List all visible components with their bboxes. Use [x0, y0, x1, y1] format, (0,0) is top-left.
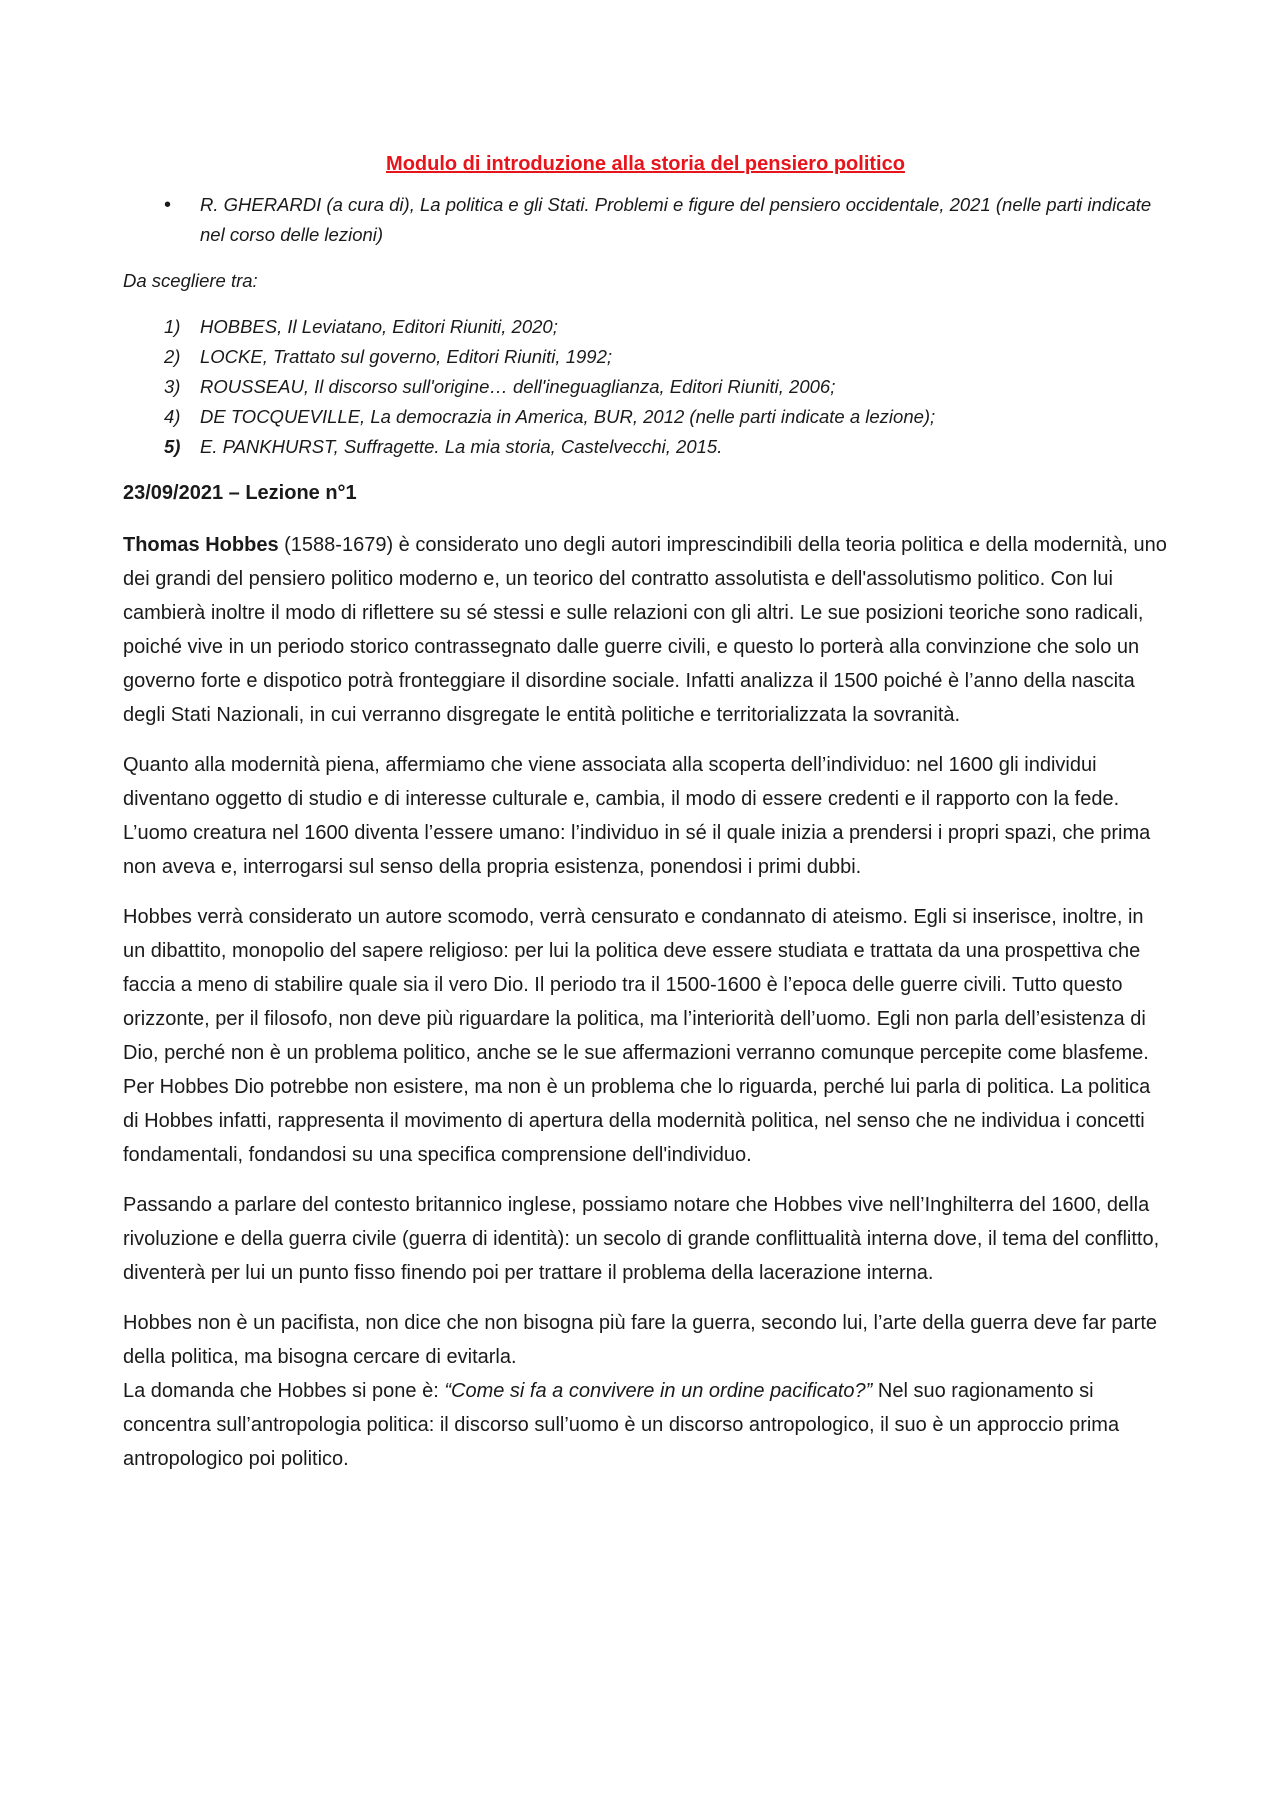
lesson-heading: 23/09/2021 – Lezione n°1 — [123, 482, 357, 504]
option-text: DE TOCQUEVILLE, La democrazia in America, BUR, 2012 (nelle parti indicate a lezione); — [200, 406, 936, 427]
option-number: 1) — [164, 316, 181, 337]
reading-options-list — [123, 312, 1168, 462]
reading-option — [123, 372, 1168, 402]
document-page — [123, 150, 1168, 1492]
option-number: 2) — [164, 346, 181, 367]
paragraph-hobbes-intro — [123, 528, 1168, 732]
option-text: E. PANKHURST, Suffragette. La mia storia, Castelvecchi, 2015. — [200, 436, 723, 457]
choose-label: Da scegliere tra: — [123, 270, 258, 291]
paragraph-text: Hobbes non è un pacifista, non dice che non bisogna più fare la guerra, secondo lui, l’arte della guerra deve far parte della politica, ma bisogna cercare di evitarla. — [123, 1312, 1158, 1368]
quoted-question: “Come si fa a convivere in un ordine pacificato?” — [444, 1380, 873, 1402]
main-bibliography-list — [123, 190, 1168, 250]
main-textbook-entry — [123, 190, 1168, 250]
option-text: LOCKE, Trattato sul governo, Editori Riuniti, 1992; — [200, 346, 612, 367]
paragraph-war-question — [123, 1306, 1168, 1476]
paragraph-text: Nel suo ragionamento si concentra sull’antropologia politica: il discorso sull’uomo è un discorso antropologico, il suo è un approccio prima antropologico poi politico. — [123, 1380, 1120, 1470]
option-text: ROUSSEAU, Il discorso sull'origine… dell'ineguaglianza, Editori Riuniti, 2006; — [200, 376, 836, 397]
paragraph-atheism: Hobbes verrà considerato un autore scomodo, verrà censurato e condannato di ateismo. Egli si inserisce, inoltre, in un dibattito, monopolio del sapere religioso: per lui la politica deve essere studiata e trattata da una prospettiva che faccia a meno di stabilire quale sia il vero Dio. Il periodo tra il 1500-1600 è l’epoca delle guerre civili. Tutto questo orizzonte, per il filosofo, non deve più riguardare la politica, ma l’interiorità dell’uomo. Egli non parla dell’esistenza di Dio, perché non è un problema politico, anche se le sue affermazioni verranno comunque percepite come blasfeme. Per Hobbes Dio potrebbe non esistere, ma non è un problema che lo riguarda, perché lui parla di politica. La politica di Hobbes infatti, rappresenta il movimento di apertura della modernità politica, nel senso che ne individua i concetti fondamentali, fondandosi su una specifica comprensione dell'individuo. — [123, 906, 1151, 1166]
reading-option — [123, 402, 1168, 432]
option-number: 4) — [164, 406, 181, 427]
main-textbook-text: R. GHERARDI (a cura di), La politica e gli Stati. Problemi e figure del pensiero occidentale, 2021 (nelle parti indicate nel corso delle lezioni) — [200, 194, 1152, 245]
paragraph-british-context: Passando a parlare del contesto britannico inglese, possiamo notare che Hobbes vive nell’Inghilterra del 1600, della rivoluzione e della guerra civile (guerra di identità): un secolo di grande conflittualità interna dove, il tema del conflitto, diventerà per lui un punto fisso finendo poi per trattare il problema della lacerazione interna. — [123, 1194, 1160, 1284]
reading-option — [123, 312, 1168, 342]
author-name: Thomas Hobbes — [123, 534, 279, 556]
bullet-icon: • — [164, 194, 172, 216]
paragraph-text: (1588-1679) è considerato uno degli autori imprescindibili della teoria politica e della modernità, uno dei grandi del pensiero politico moderno e, un teorico del contratto assolutista e dell'assolutismo politico. Con lui cambierà inoltre il modo di riflettere su sé stessi e sulle relazioni con gli altri. Le sue posizioni teoriche sono radicali, poiché vive in un periodo storico contrassegnato dalle guerre civili, e questo lo porterà alla convinzione che solo un governo forte e dispotico potrà fronteggiare il disordine sociale. Infatti analizza il 1500 poiché è l’anno della nascita degli Stati Nazionali, in cui verranno disgregate le entità politiche e territorializzata la sovranità. — [123, 534, 1167, 726]
reading-option — [123, 432, 1168, 462]
paragraph-text: La domanda che Hobbes si pone è: — [123, 1380, 445, 1402]
paragraph-modernity: Quanto alla modernità piena, affermiamo che viene associata alla scoperta dell’individuo: nel 1600 gli individui diventano oggetto di studio e di interesse culturale e, cambia, il modo di essere credenti e il rapporto con la fede. L’uomo creatura nel 1600 diventa l’essere umano: l’individuo in sé il quale inizia a prendersi i propri spazi, che prima non aveva e, interrogarsi sul senso della propria esistenza, ponendosi i primi dubbi. — [123, 754, 1151, 878]
option-text: HOBBES, Il Leviatano, Editori Riuniti, 2020; — [200, 316, 558, 337]
option-number: 5) — [164, 436, 181, 457]
option-number: 3) — [164, 376, 181, 397]
reading-option — [123, 342, 1168, 372]
document-title: Modulo di introduzione alla storia del pensiero politico — [386, 153, 905, 175]
